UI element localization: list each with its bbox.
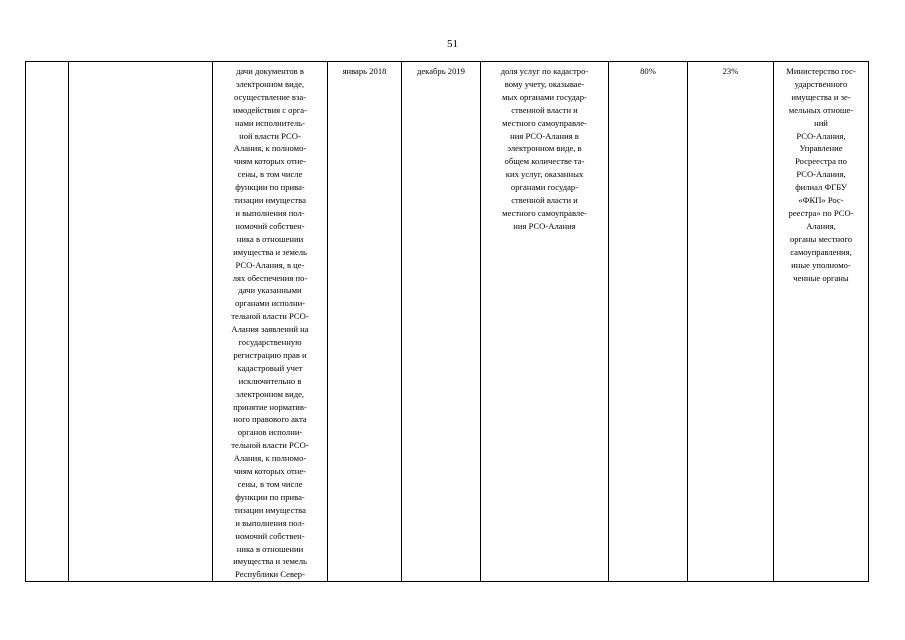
text-line: электронном виде, <box>235 78 305 89</box>
activity-text <box>215 65 325 581</box>
text-line: органами государ- <box>510 182 579 193</box>
text-line: тельной власти РСО- <box>231 440 309 451</box>
text-line: доля услуг по кадастро- <box>500 66 589 76</box>
text-line: функции по прива- <box>235 182 305 193</box>
cell-responsible <box>774 62 869 582</box>
text-line: тизации имущества <box>234 504 306 515</box>
text-line: Алания, к полномо- <box>233 143 307 154</box>
cell-indicator <box>481 62 609 582</box>
text-line: мых органами государ- <box>502 91 587 102</box>
text-line: органов исполни- <box>237 427 303 438</box>
text-line: РСО-Алания, <box>796 130 846 141</box>
text-line: Алания, к полномо- <box>233 453 307 464</box>
text-line: чиям которых отне- <box>233 156 307 167</box>
text-line: регистрацию прав и <box>233 349 307 360</box>
text-line: Министерство гос- <box>786 66 856 76</box>
responsible-text <box>776 65 866 284</box>
text-line: ченные органы <box>793 272 849 283</box>
text-line: и выполнения пол- <box>235 207 305 218</box>
text-line: нами исполнитель- <box>235 117 305 128</box>
table-row <box>26 62 869 582</box>
text-line: реестра» по РСО- <box>788 207 854 218</box>
text-line: самоуправления, <box>790 246 852 257</box>
text-line: сены, в том числе <box>237 169 303 180</box>
text-line: Алания, <box>806 220 836 231</box>
text-line: имодействия с орга- <box>233 104 307 115</box>
indicator-text <box>483 65 606 233</box>
text-line: Росреестра по <box>795 156 847 167</box>
text-line: имущества и зе- <box>791 91 851 102</box>
text-line: ния РСО-Алания <box>513 220 576 231</box>
text-line: имущества и земель <box>233 246 307 257</box>
text-line: иные уполномо- <box>791 259 851 270</box>
text-line: чиям которых отне- <box>233 466 307 477</box>
text-line: кадастровый учет <box>237 362 303 373</box>
text-line: тельной власти РСО- <box>231 311 309 322</box>
text-line: филиал ФГБУ <box>795 182 847 193</box>
text-line: местного самоуправле- <box>502 117 587 128</box>
text-line: функции по прива- <box>235 491 305 502</box>
measures-table <box>25 61 869 582</box>
text-line: и выполнения пол- <box>235 517 305 528</box>
text-line: органы местного <box>790 233 852 244</box>
text-line: ника в отношении <box>236 543 304 554</box>
text-line: номочий собствен- <box>235 530 305 541</box>
text-line: органами исполни- <box>234 298 306 309</box>
text-line: РСО-Алания, <box>796 169 846 180</box>
text-line: местного самоуправле- <box>502 207 587 218</box>
cell-current-value: 23% <box>688 62 774 582</box>
text-line: Республики Север- <box>235 569 305 580</box>
cell-name <box>69 62 213 582</box>
cell-target-value: 80% <box>609 62 688 582</box>
text-line: электронном виде, в <box>507 143 582 154</box>
text-line: исключительно в <box>238 375 302 386</box>
text-line: сены, в том числе <box>237 479 303 489</box>
text-line: дачи указанными <box>238 285 302 296</box>
text-line: ной власти РСО- <box>239 130 301 141</box>
text-line: тизации имущества <box>234 195 306 206</box>
page-number: 51 <box>447 38 458 50</box>
text-line: РСО-Алания, в це- <box>235 259 305 270</box>
text-line: мельных отноше- <box>788 104 854 115</box>
text-line: ний <box>814 117 828 128</box>
text-line: Алания заявлений на <box>231 324 309 335</box>
text-line: «ФКП» Рос- <box>798 195 844 206</box>
text-line: ударственного <box>794 78 848 89</box>
text-line: государственную <box>238 337 302 348</box>
cell-start-date: январь 2018 <box>328 62 402 582</box>
text-line: дачи документов в <box>236 66 304 76</box>
cell-end-date: декабрь 2019 <box>402 62 481 582</box>
text-line: ного правового акта <box>233 414 307 425</box>
text-line: ких услуг, оказанных <box>505 169 584 180</box>
cell-activity <box>213 62 328 582</box>
text-line: номочий собствен- <box>235 220 305 231</box>
text-line: общем количестве та- <box>504 156 585 167</box>
text-line: Управление <box>799 143 843 154</box>
text-line: имущества и земель <box>233 556 307 567</box>
text-line: ния РСО-Алания в <box>510 130 579 141</box>
text-line: лях обеспечения по- <box>232 272 308 283</box>
text-line: вому учету, оказывае- <box>504 78 585 89</box>
text-line: ственной власти и <box>511 104 578 115</box>
text-line: электронном виде, <box>235 388 305 399</box>
text-line: ственной власти и <box>511 195 578 206</box>
cell-number <box>26 62 69 582</box>
text-line: осуществление вза- <box>233 91 307 102</box>
text-line: принятие норматив- <box>233 401 307 412</box>
text-line: ника в отношении <box>236 233 304 244</box>
